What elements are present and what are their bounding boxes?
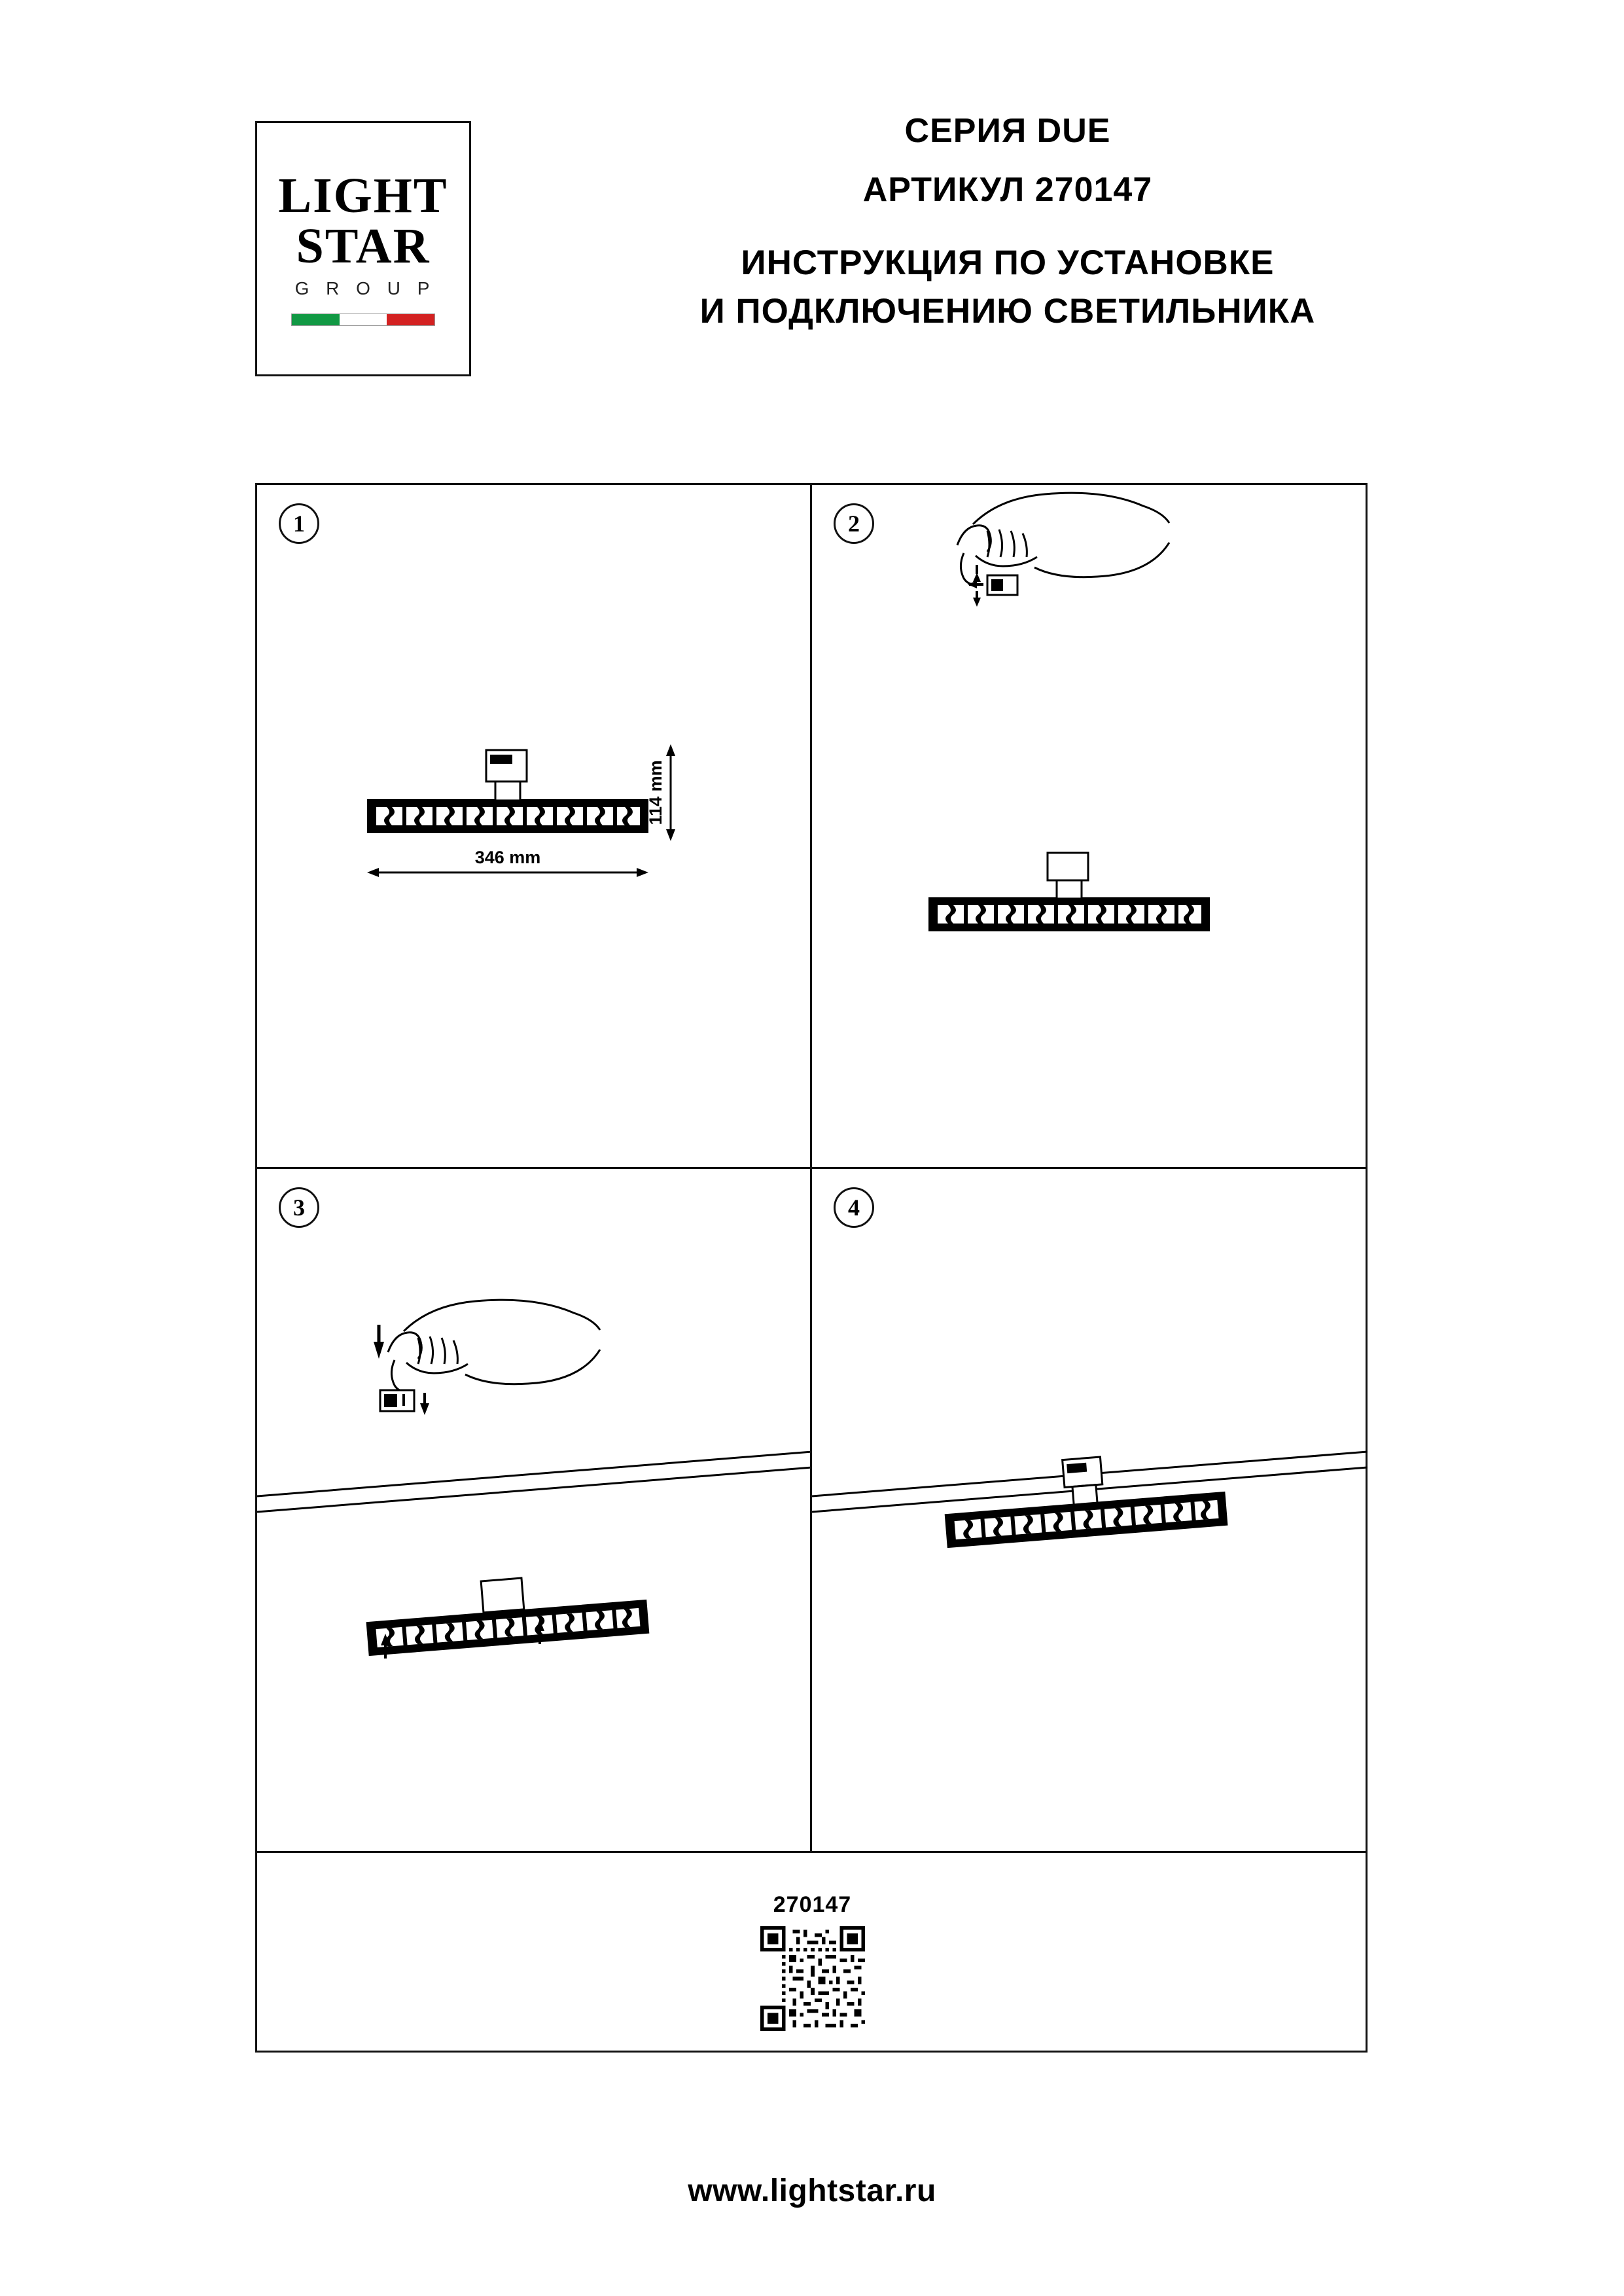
footer-cell	[257, 1853, 1368, 2053]
italian-flag-icon	[291, 314, 435, 326]
brand-logo-line-1: LIGHT	[278, 168, 448, 224]
step-1-number: 1	[279, 503, 319, 544]
product-code: 270147	[773, 1892, 852, 1917]
page-header	[0, 105, 1624, 406]
steps-grid	[255, 483, 1368, 2053]
brand-logo	[255, 121, 471, 376]
step-2-illustration	[812, 485, 1368, 1167]
step-1-illustration	[257, 485, 810, 1167]
step-1-cell	[257, 485, 812, 1169]
svg-text:346 mm: 346 mm	[474, 848, 541, 867]
step-3-cell	[257, 1169, 812, 1853]
step-3-number: 3	[279, 1187, 319, 1228]
instruction-title-line-1: ИНСТРУКЦИЯ ПО УСТАНОВКЕ	[741, 243, 1275, 282]
brand-logo-line-3: G R O U P	[294, 278, 436, 298]
qr-code	[760, 1926, 865, 2031]
svg-text:114 mm: 114 mm	[646, 760, 665, 825]
article-number: АРТИКУЛ 270147	[862, 171, 1153, 209]
step-2-number: 2	[834, 503, 874, 544]
step-4-cell	[812, 1169, 1368, 1853]
step-4-number: 4	[834, 1187, 874, 1228]
step-3-illustration	[257, 1169, 810, 1851]
step-4-illustration	[812, 1169, 1368, 1851]
step-2-cell	[812, 485, 1368, 1169]
brand-logo-line-2: STAR	[296, 218, 431, 274]
header-text-block	[484, 105, 1531, 334]
series-title: СЕРИЯ DUE	[904, 112, 1111, 150]
website-url[interactable]: www.lightstar.ru	[688, 2174, 936, 2208]
instruction-title-line-2: И ПОДКЛЮЧЕНИЮ СВЕТИЛЬНИКА	[699, 291, 1316, 331]
